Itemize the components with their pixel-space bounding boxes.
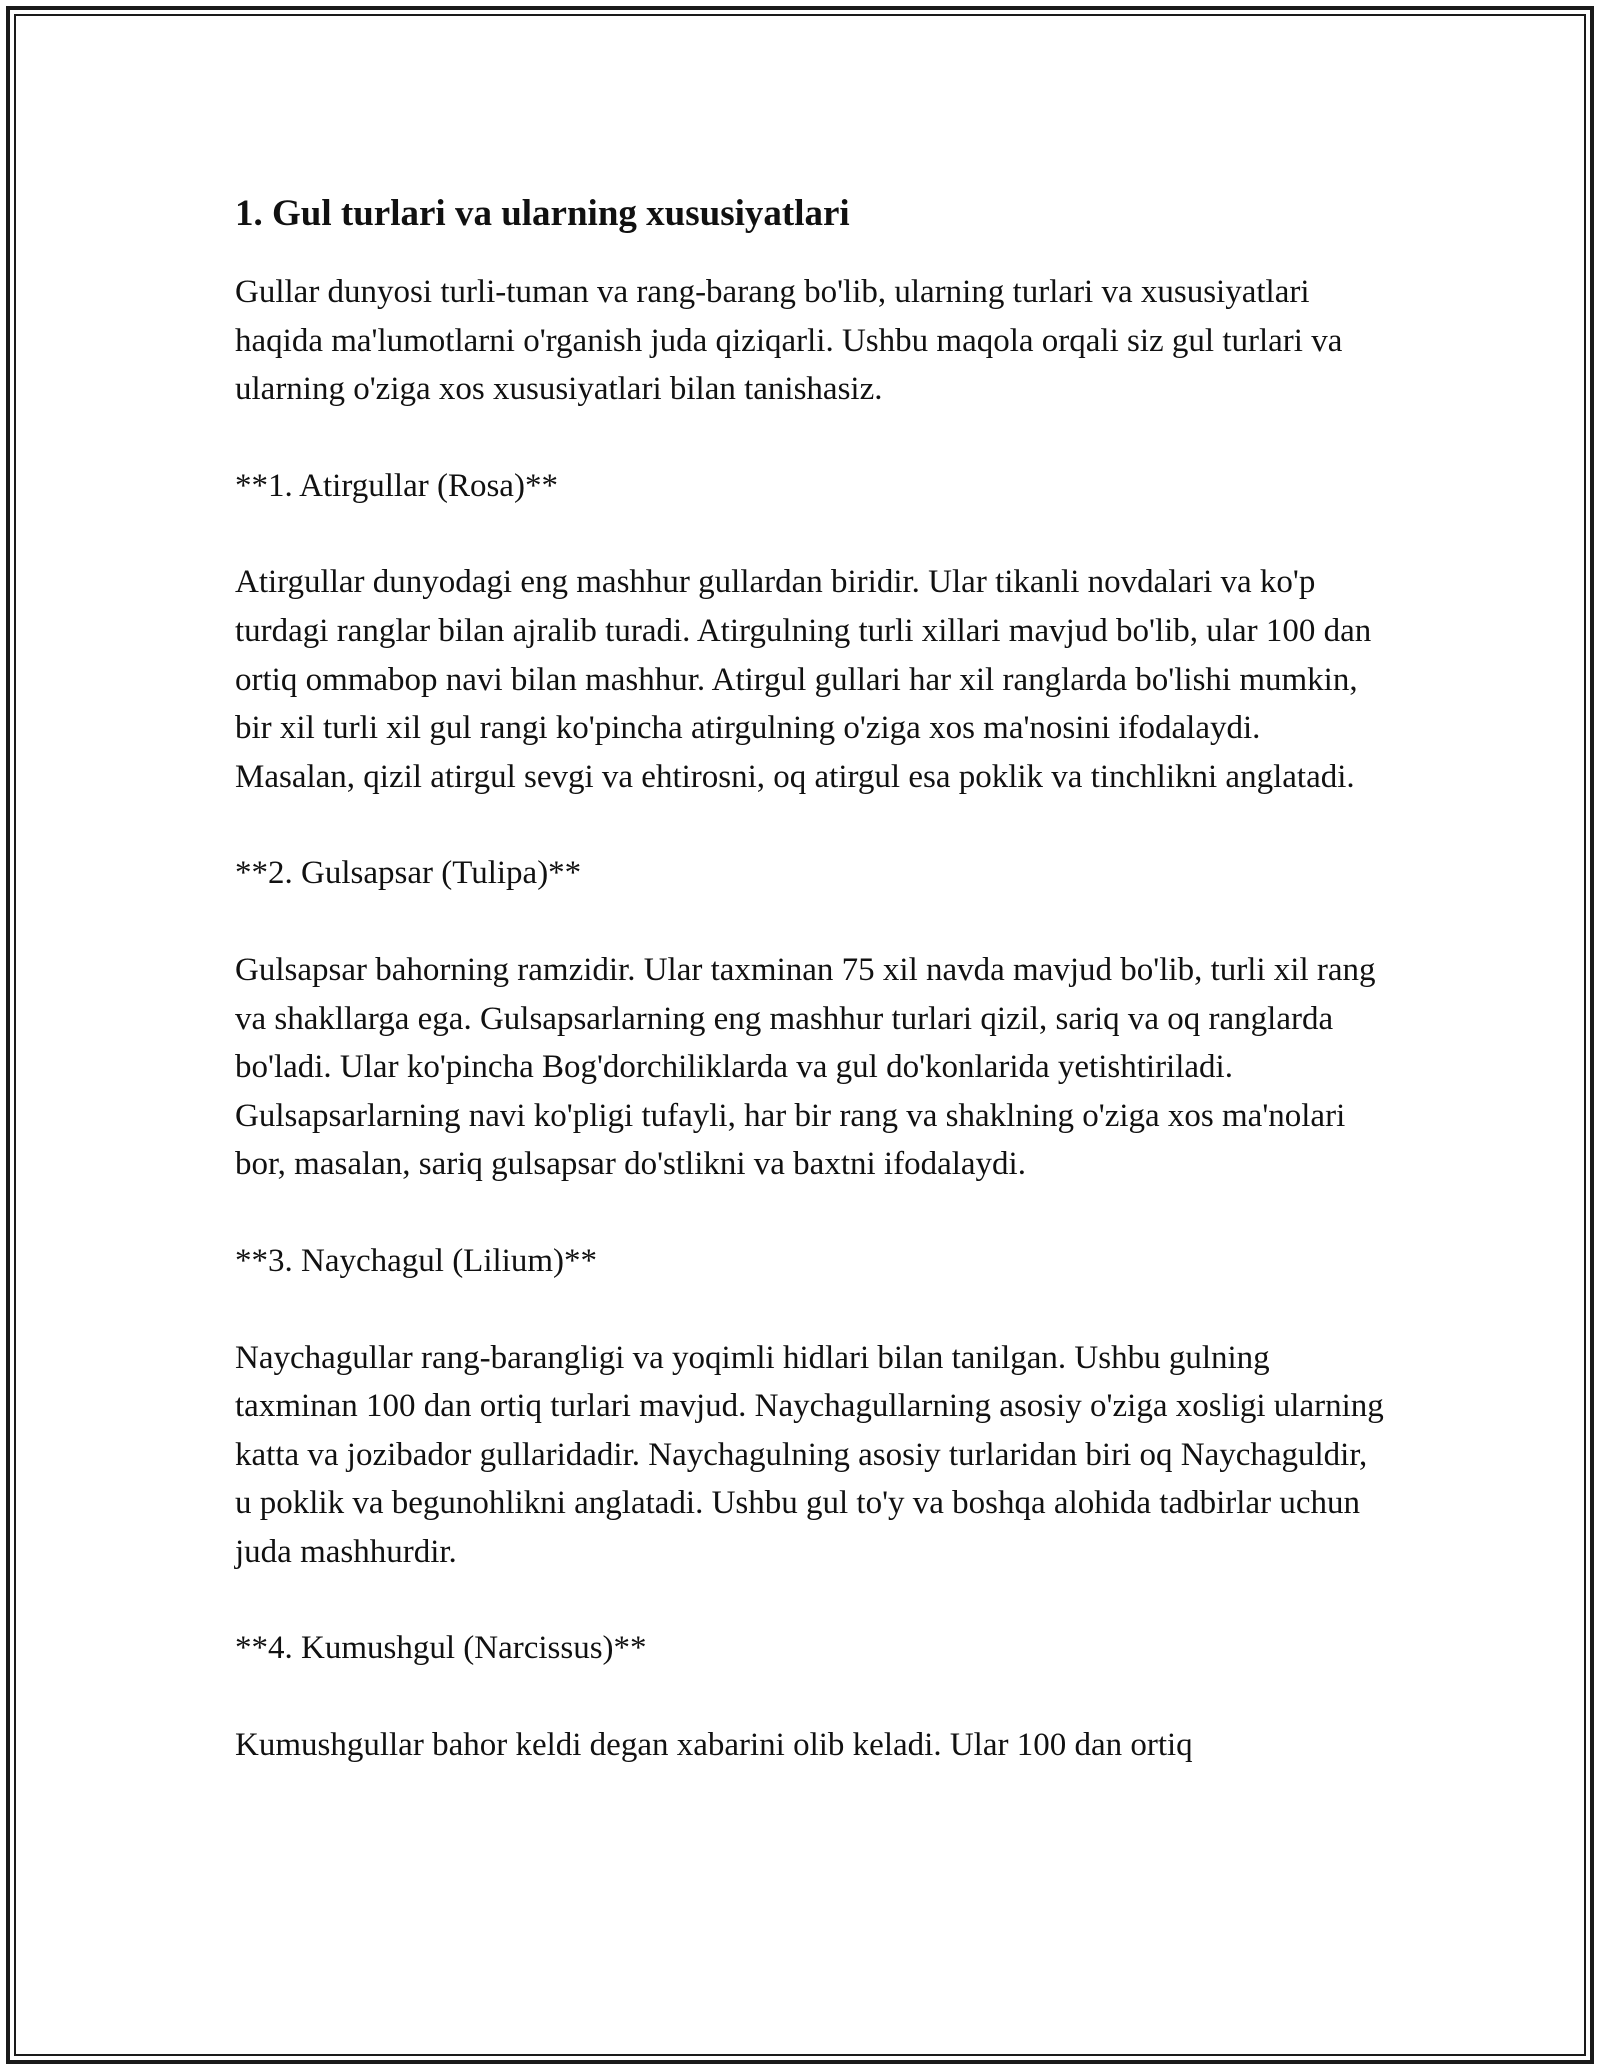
paragraph-tulipa: Gulsapsar bahorning ramzidir. Ular taxminan 75 xil navda mavjud bo'lib, turli xil rang va shakllarga ega. Gulsapsarlarning eng mashhur turlari qizil, sariq va oq ranglarda bo'ladi. Ular ko'pincha Bog'dorchiliklarda va gul do'konlarida yetishtiriladi. Gulsapsarlarning navi ko'pligi tufayli, har bir rang va shaklning o'ziga xos ma'nolari bor, masalan, sariq gulsapsar do'stlikni va baxtni ifodalaydi. xyxy=(235,951,1376,1183)
paragraph-rosa: Atirgullar dunyodagi eng mashhur gullardan biridir. Ular tikanli novdalari va ko'p turdagi ranglar bilan ajralib turadi. Atirgulning turli xillari mavjud bo'lib, ular 100 dan ortiq ommabop navi bilan mashhur. Atirgul gullari har xil ranglarda bo'lishi mumkin, bir xil turli xil gul rangi ko'pincha atirgulning o'ziga xos ma'nosini ifodalaydi. Masalan, qizil atirgul sevgi va ehtirosni, oq atirgul esa poklik va tinchlikni anglatadi. xyxy=(235,564,1372,795)
paragraph-narcissus: Kumushgullar bahor keldi degan xabarini olib keladi. Ular 100 dan ortiq xyxy=(235,1727,1193,1764)
document-title: 1. Gul turlari va ularning xususiyatlari xyxy=(235,193,850,234)
section-heading-lilium: **3. Naychagul (Lilium)** xyxy=(235,1242,598,1279)
section-heading-rosa: **1. Atirgullar (Rosa)** xyxy=(235,467,558,504)
paragraph-lilium: Naychagullar rang-barangligi va yoqimli hidlari bilan tanilgan. Ushbu gulning taxminan 100 dan ortiq turlari mavjud. Naychagullarning asosiy o'ziga xosligi ularning katta va jozibador gullaridadir. Naychagulning asosiy turlaridan biri oq Naychaguldir, u poklik va begunohlikni anglatadi. Ushbu gul to'y va boshqa alohida tadbirlar uchun juda mashhurdir. xyxy=(235,1339,1384,1570)
section-heading-tulipa: **2. Gulsapsar (Tulipa)** xyxy=(235,855,582,892)
document-body xyxy=(235,188,1385,1770)
intro-paragraph: Gullar dunyosi turli-tuman va rang-barang bo'lib, ularning turlari va xususiyatlari haqida ma'lumotlarni o'rganish juda qiziqarli. Ushbu maqola orqali siz gul turlari va ularning o'ziga xos xususiyatlari bilan tanishasiz. xyxy=(235,274,1343,408)
section-heading-narcissus: **4. Kumushgul (Narcissus)** xyxy=(235,1630,647,1667)
